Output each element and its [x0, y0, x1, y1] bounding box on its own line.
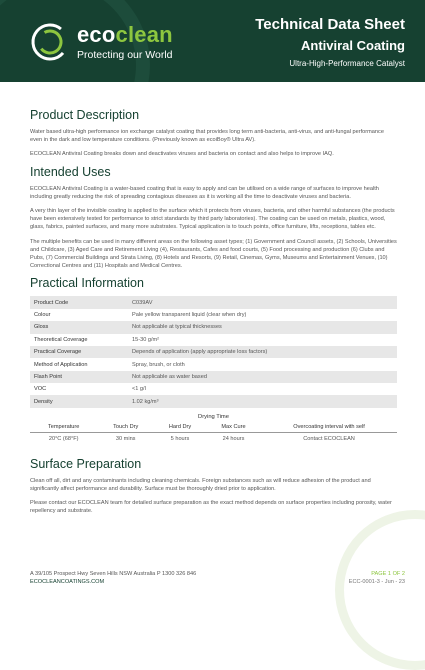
table-row — [30, 346, 397, 358]
footer-meta — [349, 570, 405, 586]
content — [30, 108, 397, 522]
property-label: VOC — [34, 386, 47, 393]
footer-address: A 39/105 Prospect Hwy Seven Hills NSW Australia P 1300 326 846 — [30, 571, 197, 577]
product-name: Antiviral Coating — [300, 38, 405, 53]
table-row — [30, 334, 397, 346]
property-value: <1 g/l — [132, 386, 146, 393]
paragraph: Please contact our ECOCLEAN team for detailed surface preparation as the exact method depends on surface properties including porosity, water repellency and substrate. — [30, 500, 392, 515]
section-heading: Intended Uses — [30, 164, 111, 179]
product-subtitle: Ultra-High-Performance Catalyst — [289, 59, 405, 68]
property-label: Flash Point — [34, 373, 62, 380]
property-label: Colour — [34, 312, 51, 318]
column-header: Max Cure — [206, 422, 261, 433]
header-banner — [0, 0, 425, 82]
table-cell: 30 mins — [115, 435, 136, 442]
paragraph: Water based ultra-high performance ion exchange catalyst coating that provides long term anti-bacteria, anti-virus, and anti-fungal performance even in the dark and low temperature conditions. (Previously known as ecoiBoy® Ultra AV). — [30, 129, 384, 144]
property-label: Practical Coverage — [34, 349, 82, 356]
property-value: C039AV — [132, 299, 153, 306]
property-value: 1.02 kg/m³ — [132, 398, 159, 405]
table-header-row — [30, 422, 397, 433]
property-label: Gloss — [34, 324, 49, 331]
paragraph: ECOCLEAN Antiviral Coating breaks down and deactivates viruses and bacteria on contact and also helps to improve IAQ. — [30, 151, 334, 158]
paragraph: Clean off all, dirt and any contaminants including cleaning chemicals. Foreign substances such as will reduce adhesion of the product and significantly affect performance and durability. Surface must be thoroughly dried prior to application. — [30, 477, 371, 493]
section-practical-information — [30, 276, 397, 444]
section-intended-uses — [30, 165, 397, 271]
table-row — [30, 371, 397, 383]
ecoclean-logo-icon — [30, 22, 70, 62]
table-row — [30, 296, 397, 308]
table-row — [30, 395, 397, 407]
footer — [30, 570, 196, 586]
section-heading: Surface Preparation — [30, 456, 142, 471]
properties-table — [30, 296, 397, 407]
page-number: PAGE 1 OF 2 — [371, 571, 405, 577]
property-value: Spray, brush, or cloth — [132, 361, 185, 368]
property-label: Density — [34, 398, 53, 405]
property-value: Depends of application (apply appropriate loss factors) — [132, 349, 268, 356]
table-cell: 24 hours — [222, 435, 245, 442]
table-row — [30, 432, 397, 445]
column-header: Touch Dry — [97, 422, 154, 433]
document-title: Technical Data Sheet — [255, 16, 405, 33]
property-label: Method of Application — [34, 361, 88, 368]
table-cell: Contact ECOCLEAN — [303, 435, 355, 442]
footer-website-link[interactable]: ECOCLEANCOATINGS.COM — [30, 579, 105, 585]
paragraph: The multiple benefits can be used in many different areas on the following asset types; (1) Government and Council assets, (2) Schools, Universities and Childcare, (3) Aged Care and Retirement Living (4), Restaurants, Cafes and food courts, (5) Food processing and production (6) Clubs and Pubs, (7) Commercial Buildings and Strata Living, (8) Hotels and Resorts, (9) Retail, Cinemas, Gyms, Museums and Entertainment Venues, (10) Correctional Centres and (11) Hospitals and Medical Centres. — [30, 238, 397, 270]
property-value: Not applicable as water based — [132, 373, 207, 380]
document-code: ECC-0001-3 - Jun - 23 — [348, 579, 405, 585]
table-cell: 5 hours — [170, 435, 190, 442]
paragraph: A very thin layer of the invisible coating is applied to the surface which it protects from viruses, bacteria, and other harmful substances (the products have been extensively tested for performance to strict standards by third party laboratories). The coating can be used on metals, plastics, wood, glass, fabrics, painted surfaces, and many more substrates. Typical application is to touch points, office furniture, lifts, receptions, tables etc. — [30, 208, 395, 231]
section-heading: Practical Information — [30, 276, 144, 291]
decorative-arc — [335, 510, 425, 670]
property-label: Theoretical Coverage — [34, 336, 88, 343]
table-row — [30, 383, 397, 395]
property-value: Pale yellow transparent liquid (clear when dry) — [132, 312, 247, 318]
property-label: Product Code — [34, 299, 69, 306]
section-heading: Product Description — [30, 108, 140, 122]
property-value: Not applicable at typical thicknesses — [132, 324, 222, 331]
tagline: Protecting our World — [77, 48, 173, 61]
logo — [30, 22, 173, 62]
drying-time-title: Drying Time — [198, 413, 229, 420]
column-header: Hard Dry — [154, 422, 206, 433]
section-product-description — [30, 108, 397, 159]
table-row — [30, 309, 397, 321]
column-header: Temperature — [30, 422, 97, 433]
brand-name: ecoclean — [77, 21, 173, 47]
section-surface-preparation — [30, 457, 397, 516]
table-cell: 20°C (68°F) — [48, 435, 79, 442]
property-value: 15-30 g/m² — [132, 336, 160, 343]
paragraph: ECOCLEAN Antiviral Coating is a water-based coating that is easy to apply and can be utilised on a wide range of surfaces to improve health including greatly reducing the risk of spreading contagious diseases as it is working all the time to deactivate viruses and bacteria. — [30, 185, 379, 200]
table-row — [30, 321, 397, 333]
drying-time-table — [30, 422, 397, 445]
table-row — [30, 358, 397, 370]
column-header: Overcoating interval with self — [261, 422, 397, 433]
